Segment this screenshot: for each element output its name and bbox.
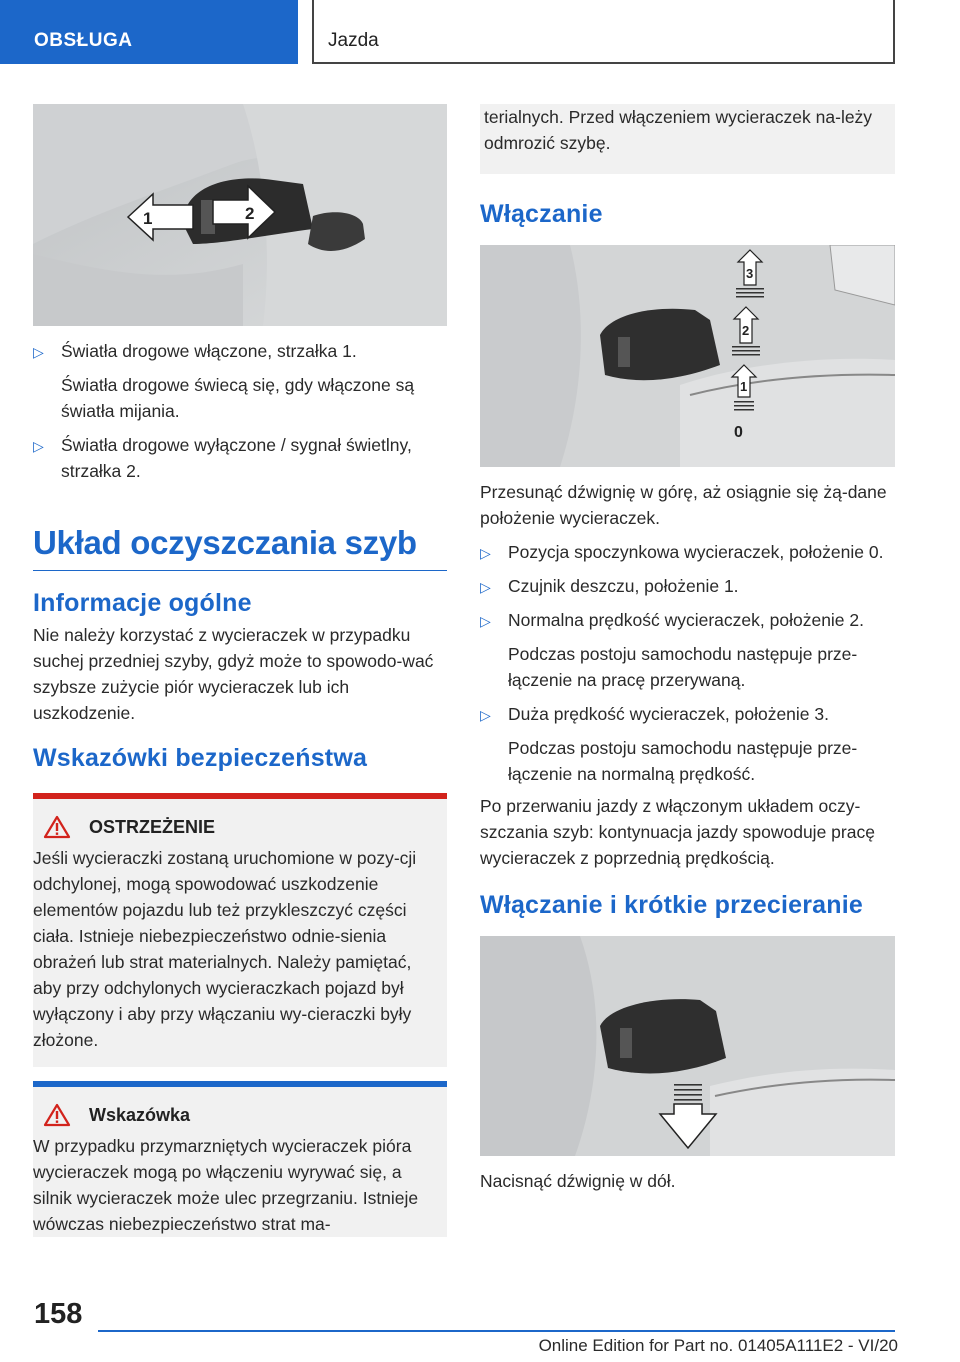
notice-triangle-icon — [43, 1103, 71, 1127]
position-3-label: 3 — [746, 266, 754, 281]
arrow-1-label: 1 — [143, 209, 153, 228]
triangle-bullet-icon: ▷ — [480, 579, 491, 595]
list-item: ▷ Pozycja spoczynkowa wycieraczek, położenie 0. — [480, 539, 895, 565]
section-tab — [0, 0, 298, 64]
brief-wipe-text: Nacisnąć dźwignię w dół. — [480, 1171, 676, 1191]
list-item: ▷ Światła drogowe włączone, strzałka 1. Światła drogowe świecą się, gdy włączone są światła mijania. — [33, 341, 415, 421]
warning-box — [33, 793, 447, 1067]
notice-box — [33, 1081, 447, 1237]
wiper-positions-list — [480, 539, 895, 787]
warning-title: OSTRZEŻENIE — [89, 816, 216, 837]
list-item: ▷ Światła drogowe wyłączone / sygnał świetlny, strzałka 2. — [33, 435, 412, 481]
section-tab-label: OBSŁUGA — [34, 30, 133, 51]
switch-on-text: Przesunąć dźwignię w górę, aż osiągnie się żą‐dane położenie wycieraczek. — [480, 482, 887, 528]
brief-wipe-title: Włączanie i krótkie przecieranie — [480, 891, 863, 919]
position-2-label: 2 — [742, 323, 750, 338]
warning-triangle-icon — [43, 815, 71, 839]
position-1-label: 1 — [740, 379, 748, 394]
high-beam-lever-figure — [33, 104, 447, 326]
chapter-title: Jazda — [328, 30, 379, 51]
page-number: 158 — [34, 1298, 83, 1330]
list-item: ▷ Normalna prędkość wycieraczek, położenie 2. Podczas postoju samochodu następuje prze‐łączenie na pracę przerywaną. — [480, 610, 864, 690]
position-0-label: 0 — [734, 424, 743, 441]
footer-divider — [98, 1330, 895, 1332]
safety-title: Wskazówki bezpieczeństwa — [33, 744, 368, 772]
general-info-text: Nie należy korzystać z wycieraczek w przypadku suchej przedniej szyby, gdyż może to spowodo‐wać szybsze zużycie piór wycieraczek lub ich uszkodzenie. — [33, 625, 434, 723]
chapter-header — [312, 0, 895, 64]
switch-on-title: Włączanie — [480, 200, 603, 228]
high-beam-list — [33, 338, 447, 484]
list-item: ▷ Duża prędkość wycieraczek, położenie 3. Podczas postoju samochodu następuje prze‐łączenie na normalną prędkość. — [480, 704, 858, 784]
triangle-bullet-icon: ▷ — [480, 613, 491, 629]
right-column — [480, 104, 895, 1194]
notice-text: W przypadku przymarzniętych wycieraczek pióra wycieraczek mogą po włączeniu wyrywać się, a silnik wycieraczek może ulec przegrzaniu. Istnieje wówczas niebezpieczeństwo strat ma‐ — [33, 1136, 419, 1234]
warning-title-row — [33, 815, 437, 839]
triangle-bullet-icon: ▷ — [33, 438, 44, 454]
list-item: ▷ Czujnik deszczu, położenie 1. — [480, 573, 895, 599]
interrupt-text: Po przerwaniu jazdy z włączonym układem oczy‐szczania szyb: kontynuacja jazdy spowoduje pracę wycieraczek z poprzednią prędkością. — [480, 796, 875, 868]
arrow-2-label: 2 — [245, 204, 255, 223]
section-title: Układ oczyszczania szyb — [33, 524, 447, 571]
edition-text: Online Edition for Part no. 01405A111E2 - VI/20 — [538, 1336, 898, 1355]
left-column — [33, 104, 447, 1237]
notice-continuation-text: terialnych. Przed włączeniem wycieraczek na‐leży odmrozić szybę. — [484, 107, 873, 153]
general-info-title: Informacje ogólne — [33, 589, 252, 617]
wiper-lever-positions-figure — [480, 245, 895, 467]
notice-title-row — [33, 1103, 437, 1127]
brief-wipe-figure — [480, 936, 895, 1156]
notice-title: Wskazówka — [89, 1104, 191, 1125]
notice-continuation-box — [480, 104, 895, 174]
triangle-bullet-icon: ▷ — [480, 707, 491, 723]
triangle-bullet-icon: ▷ — [33, 344, 44, 360]
triangle-bullet-icon: ▷ — [480, 545, 491, 561]
warning-text: Jeśli wycieraczki zostaną uruchomione w pozy‐cji odchylonej, mogą spowodować uszkodzenie elementów pojazdu lub też przykleszczyć części ciała. Istnieje niebezpieczeństwo odnie‐sienia obrażeń lub strat materialnych. Należy pamiętać, aby przy odchylonych wycieraczkach pojazd był wyłączony i aby przy włączaniu wy‐cieraczki były złożone. — [33, 848, 417, 1050]
